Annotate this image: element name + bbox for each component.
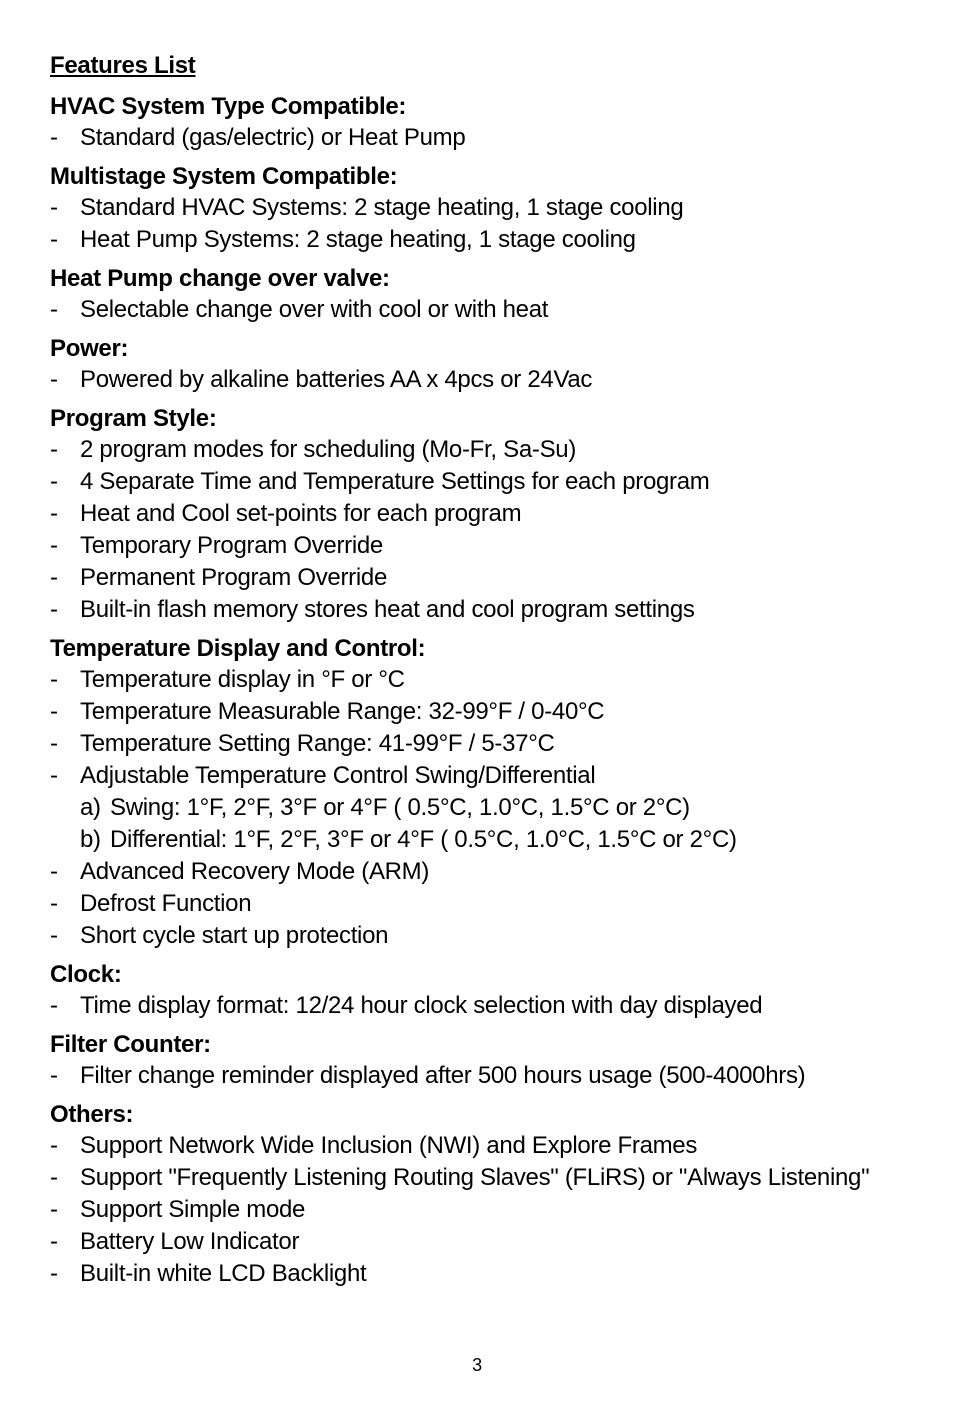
list-item [50,364,930,396]
list-item [50,224,930,256]
list-item [50,1258,930,1290]
bullet-dash: - [50,468,58,495]
list-item-text: Battery Low Indicator [80,1228,300,1255]
bullet-dash: - [50,124,58,151]
bullet-dash: - [50,500,58,527]
list-item [50,888,930,920]
list-item-text: Filter change reminder displayed after 500 hours usage (500-4000hrs) [80,1062,806,1089]
bullet-dash: - [50,890,58,917]
feature-list [50,990,930,1022]
list-item-text: 2 program modes for scheduling (Mo-Fr, Sa-Su) [80,436,577,463]
feature-list [50,294,930,326]
section [50,162,930,256]
list-item [50,920,930,952]
list-item [50,1060,930,1092]
section [50,960,930,1022]
sections-container [50,92,930,1290]
section [50,1100,930,1290]
list-item-text: Powered by alkaline batteries AA x 4pcs or 24Vac [80,366,593,393]
list-item-text: Support Simple mode [80,1196,306,1223]
feature-list [50,192,930,256]
feature-list [50,122,930,154]
bullet-dash: - [50,296,58,323]
list-item [50,498,930,530]
sub-item-marker: a) [80,794,101,821]
list-item-text: Built-in white LCD Backlight [80,1260,367,1287]
section-heading: Multistage System Compatible: [50,163,398,190]
list-item [50,696,930,728]
list-item [50,1194,930,1226]
list-item-text: Advanced Recovery Mode (ARM) [80,858,430,885]
bullet-dash: - [50,992,58,1019]
bullet-dash: - [50,698,58,725]
list-item-text: Heat Pump Systems: 2 stage heating, 1 stage cooling [80,226,636,253]
sub-list-item [80,792,930,824]
document-page [50,50,930,1298]
list-item [50,122,930,154]
bullet-dash: - [50,226,58,253]
list-item [50,594,930,626]
section-heading: Power: [50,335,129,362]
bullet-dash: - [50,858,58,885]
list-item [50,760,930,856]
list-item [50,856,930,888]
bullet-dash: - [50,596,58,623]
section-heading: HVAC System Type Compatible: [50,93,407,120]
section-heading: Clock: [50,961,122,988]
list-item [50,294,930,326]
list-item [50,562,930,594]
section-heading: Filter Counter: [50,1031,211,1058]
feature-list [50,664,930,952]
section-heading: Heat Pump change over valve: [50,265,390,292]
sub-list-item [80,824,930,856]
list-item [50,466,930,498]
list-item-text: Temperature display in °F or °C [80,666,405,693]
list-item [50,728,930,760]
bullet-dash: - [50,366,58,393]
bullet-dash: - [50,1260,58,1287]
feature-list [50,1130,930,1290]
list-item [50,192,930,224]
feature-list [50,1060,930,1092]
features-list-title: Features List [50,52,196,79]
list-item-text: Heat and Cool set-points for each program [80,500,522,527]
list-item [50,434,930,466]
section [50,264,930,326]
list-item-text: Adjustable Temperature Control Swing/Differential [80,762,596,789]
list-item [50,1130,930,1162]
list-item-text: Temperature Setting Range: 41-99°F / 5-37°C [80,730,555,757]
sub-item-marker: b) [80,826,101,853]
list-item [50,1226,930,1258]
list-item-text: Support Network Wide Inclusion (NWI) and Explore Frames [80,1132,698,1159]
list-item-text: Selectable change over with cool or with heat [80,296,549,323]
bullet-dash: - [50,194,58,221]
bullet-dash: - [50,436,58,463]
list-item-text: Temperature Measurable Range: 32-99°F / 0-40°C [80,698,605,725]
bullet-dash: - [50,1196,58,1223]
bullet-dash: - [50,564,58,591]
bullet-dash: - [50,922,58,949]
list-item [50,664,930,696]
bullet-dash: - [50,532,58,559]
section [50,634,930,952]
feature-list [50,364,930,396]
list-item [50,530,930,562]
section [50,1030,930,1092]
list-item-text: Temporary Program Override [80,532,383,559]
bullet-dash: - [50,730,58,757]
section-heading: Temperature Display and Control: [50,635,426,662]
sub-list [80,792,930,856]
bullet-dash: - [50,762,58,789]
bullet-dash: - [50,1132,58,1159]
page-number: 3 [472,1355,482,1375]
list-item-text: Defrost Function [80,890,252,917]
list-item-text: Short cycle start up protection [80,922,389,949]
section [50,92,930,154]
bullet-dash: - [50,1228,58,1255]
section [50,404,930,626]
section [50,334,930,396]
bullet-dash: - [50,1164,58,1191]
list-item-text: Support "Frequently Listening Routing Slaves" (FLiRS) or "Always Listening" [80,1164,870,1191]
section-heading: Others: [50,1101,134,1128]
list-item-text: Built-in flash memory stores heat and cool program settings [80,596,695,623]
list-item-text: Standard HVAC Systems: 2 stage heating, 1 stage cooling [80,194,684,221]
sub-item-text: Swing: 1°F, 2°F, 3°F or 4°F ( 0.5°C, 1.0°C, 1.5°C or 2°C) [110,794,690,821]
section-heading: Program Style: [50,405,217,432]
list-item [50,1162,930,1194]
list-item-text: Permanent Program Override [80,564,387,591]
sub-item-text: Differential: 1°F, 2°F, 3°F or 4°F ( 0.5°C, 1.0°C, 1.5°C or 2°C) [110,826,737,853]
list-item-text: Time display format: 12/24 hour clock selection with day displayed [80,992,763,1019]
bullet-dash: - [50,666,58,693]
list-item [50,990,930,1022]
bullet-dash: - [50,1062,58,1089]
list-item-text: 4 Separate Time and Temperature Settings for each program [80,468,710,495]
list-item-text: Standard (gas/electric) or Heat Pump [80,124,466,151]
feature-list [50,434,930,626]
